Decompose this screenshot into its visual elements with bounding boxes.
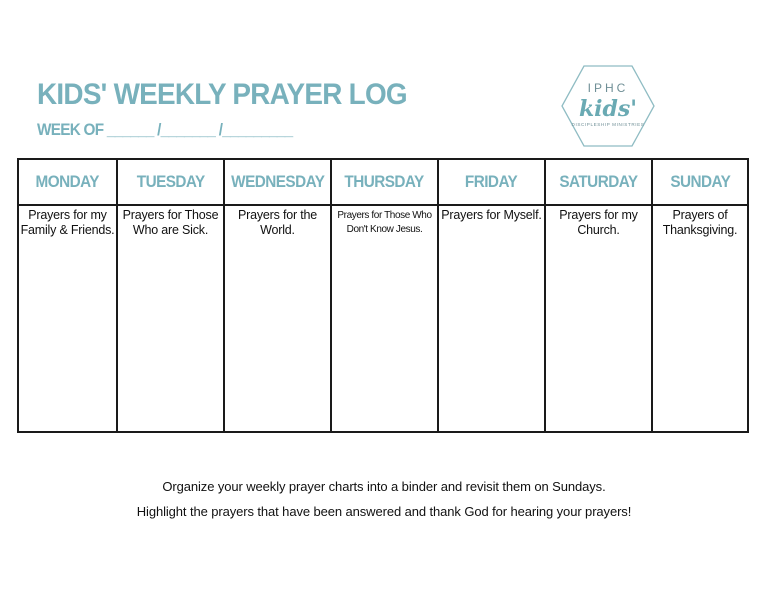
- hexagon-logo-icon: [560, 64, 656, 148]
- prayer-cell-tuesday[interactable]: Prayers for Those Who are Sick.: [118, 206, 225, 431]
- prayer-cell-monday[interactable]: Prayers for my Family & Friends.: [19, 206, 118, 431]
- prayer-cell-friday[interactable]: Prayers for Myself.: [439, 206, 546, 431]
- column-header-saturday: SATURDAY: [546, 160, 653, 206]
- prayer-cell-thursday[interactable]: Prayers for Those Who Don't Know Jesus.: [332, 206, 439, 431]
- column-header-tuesday: TUESDAY: [118, 160, 225, 206]
- page-title: KIDS' WEEKLY PRAYER LOG: [37, 78, 407, 111]
- column-header-sunday: SUNDAY: [653, 160, 747, 206]
- instruction-line-1: Organize your weekly prayer charts into a binder and revisit them on Sundays.: [162, 479, 606, 494]
- prayer-cell-sunday[interactable]: Prayers of Thanksgiving.: [662, 208, 738, 237]
- column-header-monday: MONDAY: [19, 160, 118, 206]
- instruction-line-2: Highlight the prayers that have been answered and thank God for hearing your prayers!: [136, 504, 632, 519]
- prayer-cell-wednesday[interactable]: Prayers for the World.: [225, 206, 332, 431]
- column-header-wednesday: WEDNESDAY: [225, 160, 332, 206]
- week-of-field[interactable]: WEEK OF ______ /_______ /_________: [37, 120, 293, 139]
- prayer-cell-saturday[interactable]: Prayers for my Church.: [546, 206, 653, 431]
- prayer-log-table: [17, 158, 749, 433]
- logo-script-text: kids': [578, 96, 638, 122]
- column-header-thursday: THURSDAY: [332, 160, 439, 206]
- logo-bottom-text: DISCIPLESHIP MINISTRIES: [571, 122, 645, 127]
- logo-top-text: IPHC: [587, 81, 629, 95]
- column-header-friday: FRIDAY: [439, 160, 546, 206]
- iphc-kids-logo: [560, 64, 656, 148]
